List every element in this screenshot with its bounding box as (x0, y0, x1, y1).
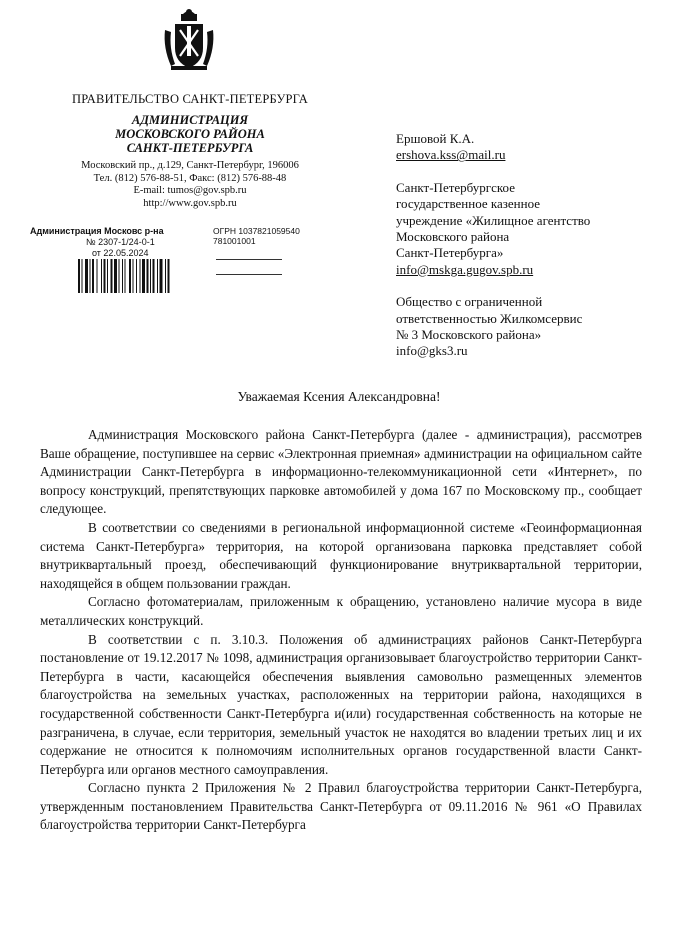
recipient-org-line: Санкт-Петербурга» (396, 245, 504, 261)
recipient-email-link[interactable]: ershova.kss@mail.ru (396, 147, 506, 163)
registration-date: от 22.05.2024 (92, 248, 149, 258)
paragraph: В соответствии со сведениями в региональной информационной системе «Геоинформационная система Санкт-Петербурга» территория, на которой организована парковка представляет собой внутриквартальный проезд, обеспечивающий функционирование внутриквартальной территории, находящейся в общем пользовании граждан. (40, 519, 642, 591)
recipient-org-line: ответственностью Жилкомсервис (396, 310, 583, 326)
paragraph: Согласно пункта 2 Приложения № 2 Правил благоустройства территории Санкт-Петербурга, утвержденным постановлением Правительства Санкт-Петербурга от 09.11.2016 № 961 «О Правилах благоустройства территории Санкт-Петербурга (40, 780, 642, 833)
paragraph: Администрация Московского района Санкт-Петербурга (далее - администрация), рассмотрев Ваше обращение, поступившее на сервис «Электронная приемная» администрации на официальном сайте Администрации Санкт-Петербурга в информационно-телекоммуникационной сети «Интернет», по вопросу конструкций, препятствующих парковке автомобилей у дома 167 по Московскому пр., сообщает следующее. (40, 427, 642, 517)
website-line: http://www.gov.spb.ru (143, 197, 237, 209)
admin-line-3: САНКТ-ПЕТЕРБУРГА (126, 141, 254, 155)
blank-line (216, 274, 282, 275)
phone-line: Тел. (812) 576-88-51, Факс: (812) 576-88-48 (93, 172, 287, 184)
recipient-org-line: № 3 Московского района» (396, 327, 542, 343)
recipient-email-link[interactable]: info@mskga.gugov.spb.ru (396, 261, 534, 277)
email-line: E-mail: tumos@gov.spb.ru (133, 185, 247, 196)
registration-org: Администрация Московс р-на (30, 226, 164, 236)
paragraph: В соответствии с п. 3.10.3. Положения об администрациях районов Санкт-Петербурга постановление от 19.12.2017 № 1098, администрация организовывает благоустройство территории Санкт-Петербурга в части, касающейся обеспечения выявления самовольно размещенных элементов благоустройства на земельных участках, расположенных на территории района, находящихся в государственной собственности Санкт-Петербурга и(или) государственная собственность на которые не разграничена, в случае, если территория, земельный участок не находятся во владении третьих лиц и их содержание не относится к полномочиям исполнительных органов государственной власти Санкт-Петербурга или органов местного самоуправления. (40, 631, 642, 777)
ogrn-number: ОГРН 1037821059540 (213, 226, 300, 236)
recipients-block (396, 131, 656, 360)
blank-line (216, 259, 282, 260)
registration-number: № 2307-1/24-0-1 (86, 237, 155, 247)
ogrn-block (213, 226, 300, 246)
paragraph: Согласно фотоматериалам, приложенным к обращению, установлено наличие мусора в виде металлических конструкций. (40, 594, 642, 628)
government-name: ПРАВИТЕЛЬСТВО САНКТ-ПЕТЕРБУРГА (72, 92, 308, 106)
inn-number: 781001001 (213, 236, 256, 246)
coat-of-arms-emblem (161, 8, 217, 74)
address-line: Московский пр., д.129, Санкт-Петербург, 196006 (81, 160, 299, 171)
letter-body (40, 426, 642, 835)
admin-line-1: АДМИНИСТРАЦИЯ (131, 113, 249, 127)
recipient-email: info@gks3.ru (396, 343, 468, 359)
recipient-org-line: Санкт-Петербургское (396, 179, 515, 195)
recipient-org-line: Обществo с ограниченной (396, 294, 543, 310)
recipient-org-line: государственное казенное (396, 196, 541, 212)
salutation: Уважаемая Ксения Александровна! (237, 389, 441, 404)
administration-name (60, 113, 320, 155)
administration-address (40, 160, 340, 210)
admin-line-2: МОСКОВСКОГО РАЙОНА (115, 127, 265, 141)
recipient-org-line: учреждение «Жилищное агентство (396, 212, 591, 228)
recipient-org-line: Московского района (396, 229, 510, 245)
registration-barcode (78, 259, 208, 293)
recipient-name: Ершовой К.А. (396, 131, 475, 146)
